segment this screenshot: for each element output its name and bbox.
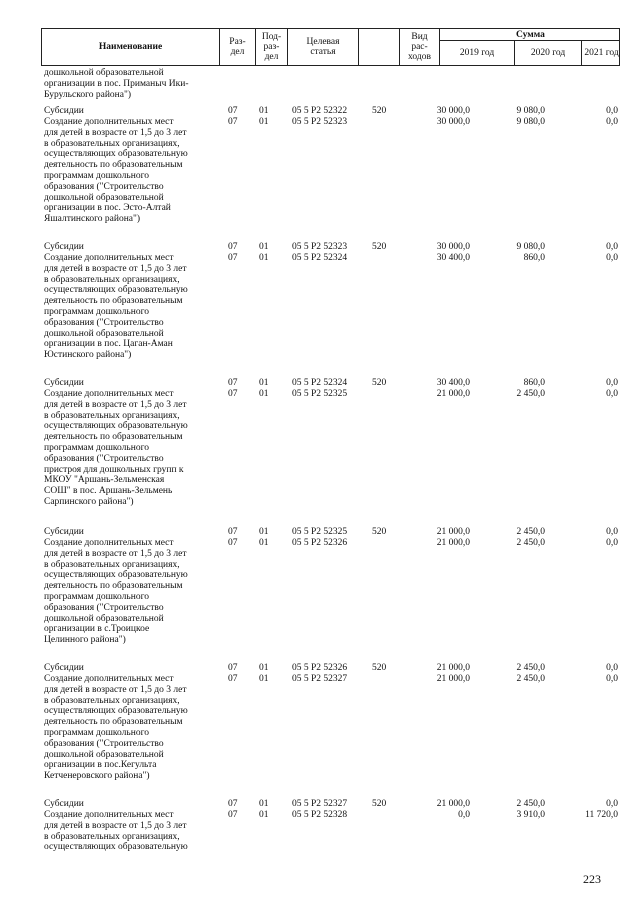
- row-name: Создание дополнительных мест для детей в возрасте от 1,5 до 3 лет в образовательных организациях, осуществляющих образовательную деятельность по образовательным программам дошкольного образования ("Строительство пристроя для дошкольных групп к МКОУ "Аршань-Зельменская СОШ" в пос. Аршань-Зельмень Сарпинского района"): [44, 389, 188, 507]
- row-sum-2020: 860,0: [523, 378, 545, 388]
- row-article: 05 5 P2 52324: [292, 378, 348, 388]
- row-sum-2020: 9 080,0: [516, 242, 545, 252]
- row-razdel: 07: [228, 106, 238, 116]
- row-article: 05 5 P2 52322: [292, 106, 348, 116]
- row-sum-2021: 0,0: [606, 253, 618, 263]
- row-razdel: 07: [228, 389, 238, 399]
- row-sum-2020: 2 450,0: [516, 389, 545, 399]
- row-sum-2021: 0,0: [606, 389, 618, 399]
- row-razdel: 07: [228, 527, 238, 537]
- page-number: 223: [583, 872, 601, 886]
- row-article: 05 5 P2 52324: [292, 253, 348, 263]
- row-sum-2019: 21 000,0: [436, 389, 470, 399]
- row-sum-2019: 21 000,0: [436, 674, 470, 684]
- row-razdel: 07: [228, 378, 238, 388]
- row-sum-2019: 30 000,0: [436, 242, 470, 252]
- header-2019: 2019 год: [459, 48, 495, 58]
- row-sum-2021: 0,0: [606, 663, 618, 673]
- row-name: дошкольной образовательной организации в пос. Приманыч Ики- Бурульского района"): [44, 68, 189, 100]
- row-name: Создание дополнительных мест для детей в возрасте от 1,5 до 3 лет в образовательных организациях, осуществляющих образовательную деятельность по образовательным программам дошкольного образования ("Строительство дошкольной образовательной организации в пос.Кегульта Кетченеровского района"): [44, 674, 188, 782]
- row-article: 05 5 P2 52327: [292, 799, 348, 809]
- row-podrazdel: 01: [259, 527, 269, 537]
- row-sum-2020: 2 450,0: [516, 527, 545, 537]
- row-expense-type: 520: [372, 378, 387, 388]
- row-sum-2019: 30 000,0: [436, 117, 470, 127]
- header-podrazdel: Под- раз- дел: [261, 32, 282, 62]
- row-sum-2019: 21 000,0: [436, 527, 470, 537]
- row-expense-type: 520: [372, 106, 387, 116]
- row-name: Субсидии: [44, 663, 84, 673]
- row-podrazdel: 01: [259, 538, 269, 548]
- row-sum-2021: 0,0: [606, 117, 618, 127]
- row-expense-type: 520: [372, 242, 387, 252]
- row-article: 05 5 P2 52323: [292, 242, 348, 252]
- row-razdel: 07: [228, 117, 238, 127]
- header-expense-type: Вид рас- ходов: [408, 32, 431, 62]
- row-sum-2021: 0,0: [606, 242, 618, 252]
- header-2020: 2020 год: [530, 48, 566, 58]
- row-razdel: 07: [228, 810, 238, 820]
- row-article: 05 5 P2 52327: [292, 674, 348, 684]
- row-name: Субсидии: [44, 378, 84, 388]
- row-sum-2019: 30 000,0: [436, 106, 470, 116]
- row-podrazdel: 01: [259, 378, 269, 388]
- row-sum-2020: 860,0: [523, 253, 545, 263]
- row-sum-2021: 0,0: [606, 527, 618, 537]
- row-razdel: 07: [228, 242, 238, 252]
- row-name: Создание дополнительных мест для детей в возрасте от 1,5 до 3 лет в образовательных организациях, осуществляющих образовательную деятельность по образовательным программам дошкольного образования ("Строительство дошкольной образовательной организации в пос. Эсто-Алтай Яшалтинского района"): [44, 117, 188, 225]
- row-razdel: 07: [228, 674, 238, 684]
- row-expense-type: 520: [372, 799, 387, 809]
- row-article: 05 5 P2 52323: [292, 117, 348, 127]
- row-sum-2020: 2 450,0: [516, 538, 545, 548]
- row-sum-2021: 0,0: [606, 378, 618, 388]
- row-sum-2021: 0,0: [606, 106, 618, 116]
- row-sum-2021: 0,0: [606, 674, 618, 684]
- row-sum-2019: 0,0: [458, 810, 470, 820]
- header-2021: 2021 год: [584, 48, 619, 58]
- row-name: Создание дополнительных мест для детей в возрасте от 1,5 до 3 лет в образовательных организациях, осуществляющих образовательную: [44, 810, 188, 853]
- row-article: 05 5 P2 52326: [292, 663, 348, 673]
- row-article: 05 5 P2 52328: [292, 810, 348, 820]
- header-sum: Сумма: [516, 29, 545, 40]
- row-expense-type: 520: [372, 663, 387, 673]
- row-name: Субсидии: [44, 242, 84, 252]
- row-sum-2019: 30 400,0: [436, 378, 470, 388]
- row-article: 05 5 P2 52325: [292, 527, 348, 537]
- row-podrazdel: 01: [259, 663, 269, 673]
- row-podrazdel: 01: [259, 810, 269, 820]
- row-podrazdel: 01: [259, 799, 269, 809]
- row-sum-2020: 9 080,0: [516, 117, 545, 127]
- row-razdel: 07: [228, 538, 238, 548]
- row-podrazdel: 01: [259, 253, 269, 263]
- row-expense-type: 520: [372, 527, 387, 537]
- row-sum-2019: 30 400,0: [436, 253, 470, 263]
- header-razdel: Раз- дел: [229, 37, 246, 57]
- row-sum-2021: 11 720,0: [585, 810, 618, 820]
- header-target-article: Целевая статья: [306, 37, 340, 57]
- row-sum-2019: 21 000,0: [436, 799, 470, 809]
- row-podrazdel: 01: [259, 674, 269, 684]
- row-name: Субсидии: [44, 106, 84, 116]
- row-podrazdel: 01: [259, 106, 269, 116]
- row-podrazdel: 01: [259, 242, 269, 252]
- row-sum-2020: 2 450,0: [516, 799, 545, 809]
- row-name: Создание дополнительных мест для детей в возрасте от 1,5 до 3 лет в образовательных организациях, осуществляющих образовательную деятельность по образовательным программам дошкольного образования ("Строительство дошкольной образовательной организации в пос. Цаган-Аман Юстинского района"): [44, 253, 188, 361]
- header-name: Наименование: [98, 42, 163, 52]
- row-sum-2019: 21 000,0: [436, 538, 470, 548]
- row-article: 05 5 P2 52325: [292, 389, 348, 399]
- row-podrazdel: 01: [259, 117, 269, 127]
- row-razdel: 07: [228, 253, 238, 263]
- table-header: [41, 28, 620, 66]
- row-razdel: 07: [228, 663, 238, 673]
- row-article: 05 5 P2 52326: [292, 538, 348, 548]
- row-name: Субсидии: [44, 799, 84, 809]
- row-sum-2020: 2 450,0: [516, 674, 545, 684]
- row-sum-2021: 0,0: [606, 799, 618, 809]
- row-sum-2020: 9 080,0: [516, 106, 545, 116]
- row-name: Субсидии: [44, 527, 84, 537]
- row-sum-2020: 3 910,0: [516, 810, 545, 820]
- row-sum-2020: 2 450,0: [516, 663, 545, 673]
- row-sum-2021: 0,0: [606, 538, 618, 548]
- row-sum-2019: 21 000,0: [436, 663, 470, 673]
- row-podrazdel: 01: [259, 389, 269, 399]
- row-name: Создание дополнительных мест для детей в возрасте от 1,5 до 3 лет в образовательных организациях, осуществляющих образовательную деятельность по образовательным программам дошкольного образования ("Строительство дошкольной образовательной организации в с.Троицкое Целинного района"): [44, 538, 188, 646]
- row-razdel: 07: [228, 799, 238, 809]
